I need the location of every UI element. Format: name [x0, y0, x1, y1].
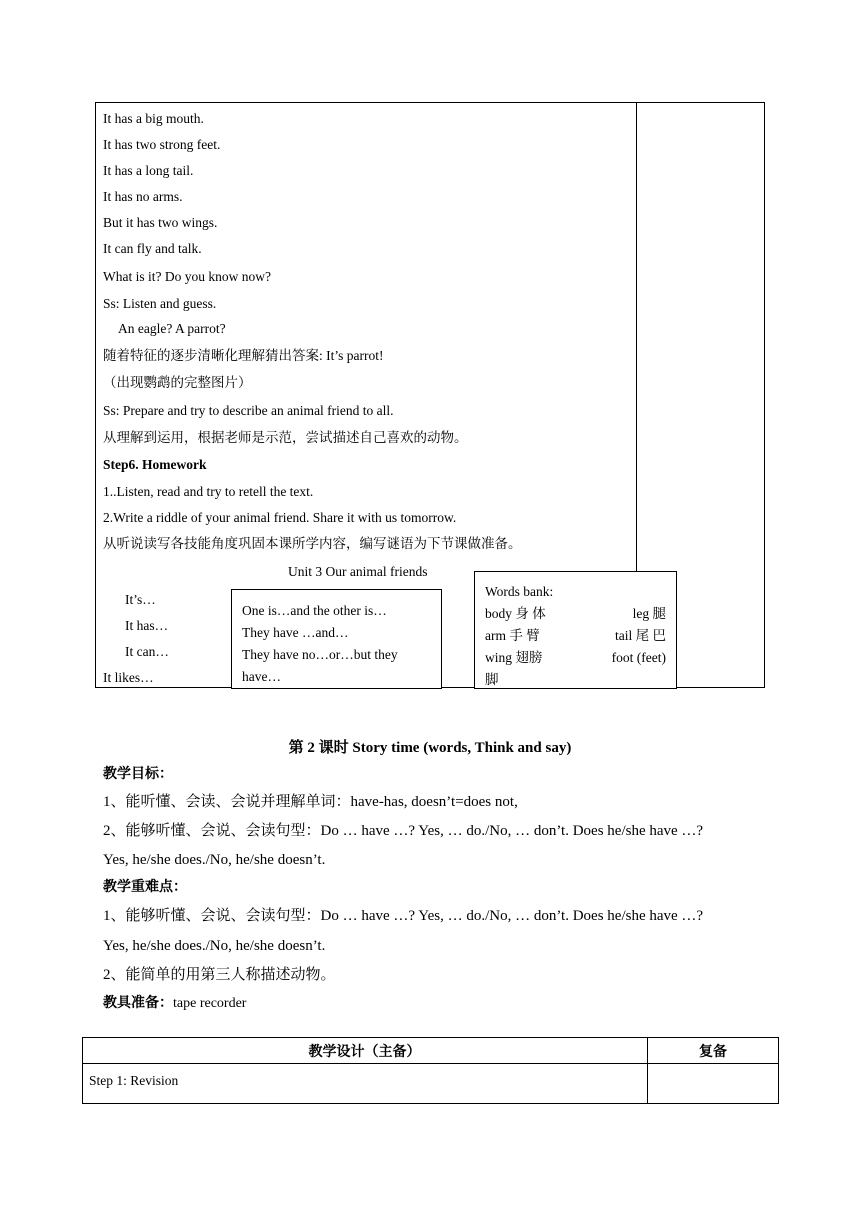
- words-bank-box: [474, 571, 677, 689]
- lesson-line: It has a long tail.: [103, 163, 194, 178]
- word-entry: foot (feet): [611, 650, 666, 665]
- key-point-line: Yes, he/she does./No, he/she doesn’t.: [103, 938, 326, 954]
- sentence-line: One is…and the other is…: [242, 603, 387, 618]
- lesson-line: 随着特征的逐步清晰化理解猜出答案: It’s parrot!: [103, 348, 384, 363]
- goals-label: 教学目标：: [103, 767, 173, 782]
- lesson-line: （出现鹦鹉的完整图片）: [103, 375, 252, 390]
- key-point-line: 2、能简单的用第三人称描述动物。: [103, 967, 336, 983]
- words-bank-label: Words bank:: [485, 584, 554, 599]
- lesson-line: It has no arms.: [103, 189, 183, 204]
- key-points-label: 教学重难点：: [103, 880, 187, 895]
- board-left-item: It can…: [125, 644, 169, 659]
- lesson-line: 2.Write a riddle of your animal friend. Share it with us tomorrow.: [103, 510, 457, 525]
- word-entry: body 身 体: [485, 606, 546, 621]
- sentence-line: They have …and…: [242, 625, 349, 640]
- table-header-main: 教学设计（主备）: [308, 1045, 421, 1060]
- table-row-divider: [82, 1063, 779, 1064]
- lesson2-title: 第 2 课时 Story time (words, Think and say): [288, 740, 572, 756]
- board-left-item: It has…: [125, 618, 169, 633]
- words-bank-row: [485, 603, 666, 625]
- lesson-line: Ss: Listen and guess.: [103, 296, 217, 311]
- table-header-side: 复备: [699, 1045, 727, 1060]
- words-bank-row: [485, 669, 666, 689]
- word-entry: leg 腿: [632, 606, 666, 621]
- key-point-line: 1、能够听懂、会说、会读句型：Do … have …? Yes, … do./No, … don’t. Does he/she have …?: [103, 908, 704, 924]
- sentence-line: They have no…or…but they: [242, 647, 398, 662]
- materials-line: [103, 994, 246, 1014]
- lesson-line: What is it? Do you know now?: [103, 269, 271, 284]
- lesson-line: An eagle? A parrot?: [118, 321, 226, 336]
- word-entry: 脚: [485, 672, 499, 687]
- lesson-line: It has two strong feet.: [103, 137, 221, 152]
- board-left-item: It’s…: [125, 592, 156, 607]
- board-left-item: It likes…: [103, 670, 154, 685]
- goal-line: Yes, he/she does./No, he/she doesn’t.: [103, 852, 326, 868]
- lesson-line: 从听说读写各技能角度巩固本课所学内容，编写谜语为下节课做准备。: [103, 536, 522, 551]
- word-entry: wing 翅膀: [485, 650, 543, 665]
- lesson-line: 从理解到运用，根据老师是示范，尝试描述自己喜欢的动物。: [103, 430, 468, 445]
- word-entry: arm 手 臂: [485, 628, 540, 643]
- lesson-line: But it has two wings.: [103, 215, 218, 230]
- sentence-line: have…: [242, 669, 281, 684]
- words-bank-row: [485, 625, 666, 647]
- word-entry: tail 尾 巴: [615, 628, 666, 643]
- goal-line: 1、能听懂、会读、会说并理解单词：have-has, doesn’t=does not,: [103, 794, 518, 810]
- sentence-box: [231, 589, 442, 689]
- board-title: Unit 3 Our animal friends: [288, 564, 428, 579]
- words-bank-row: [485, 647, 666, 669]
- materials-value: tape recorder: [173, 996, 247, 1011]
- table-cell: Step 1: Revision: [89, 1073, 179, 1088]
- lesson-line: 1..Listen, read and try to retell the text.: [103, 484, 314, 499]
- lesson-line: It can fly and talk.: [103, 241, 202, 256]
- step-heading: Step6. Homework: [103, 457, 207, 472]
- lesson-line: It has a big mouth.: [103, 111, 204, 126]
- materials-label: 教具准备：: [103, 996, 173, 1011]
- goal-line: 2、能够听懂、会说、会读句型：Do … have …? Yes, … do./No, … don’t. Does he/she have …?: [103, 823, 704, 839]
- lesson-line: Ss: Prepare and try to describe an animal friend to all.: [103, 403, 394, 418]
